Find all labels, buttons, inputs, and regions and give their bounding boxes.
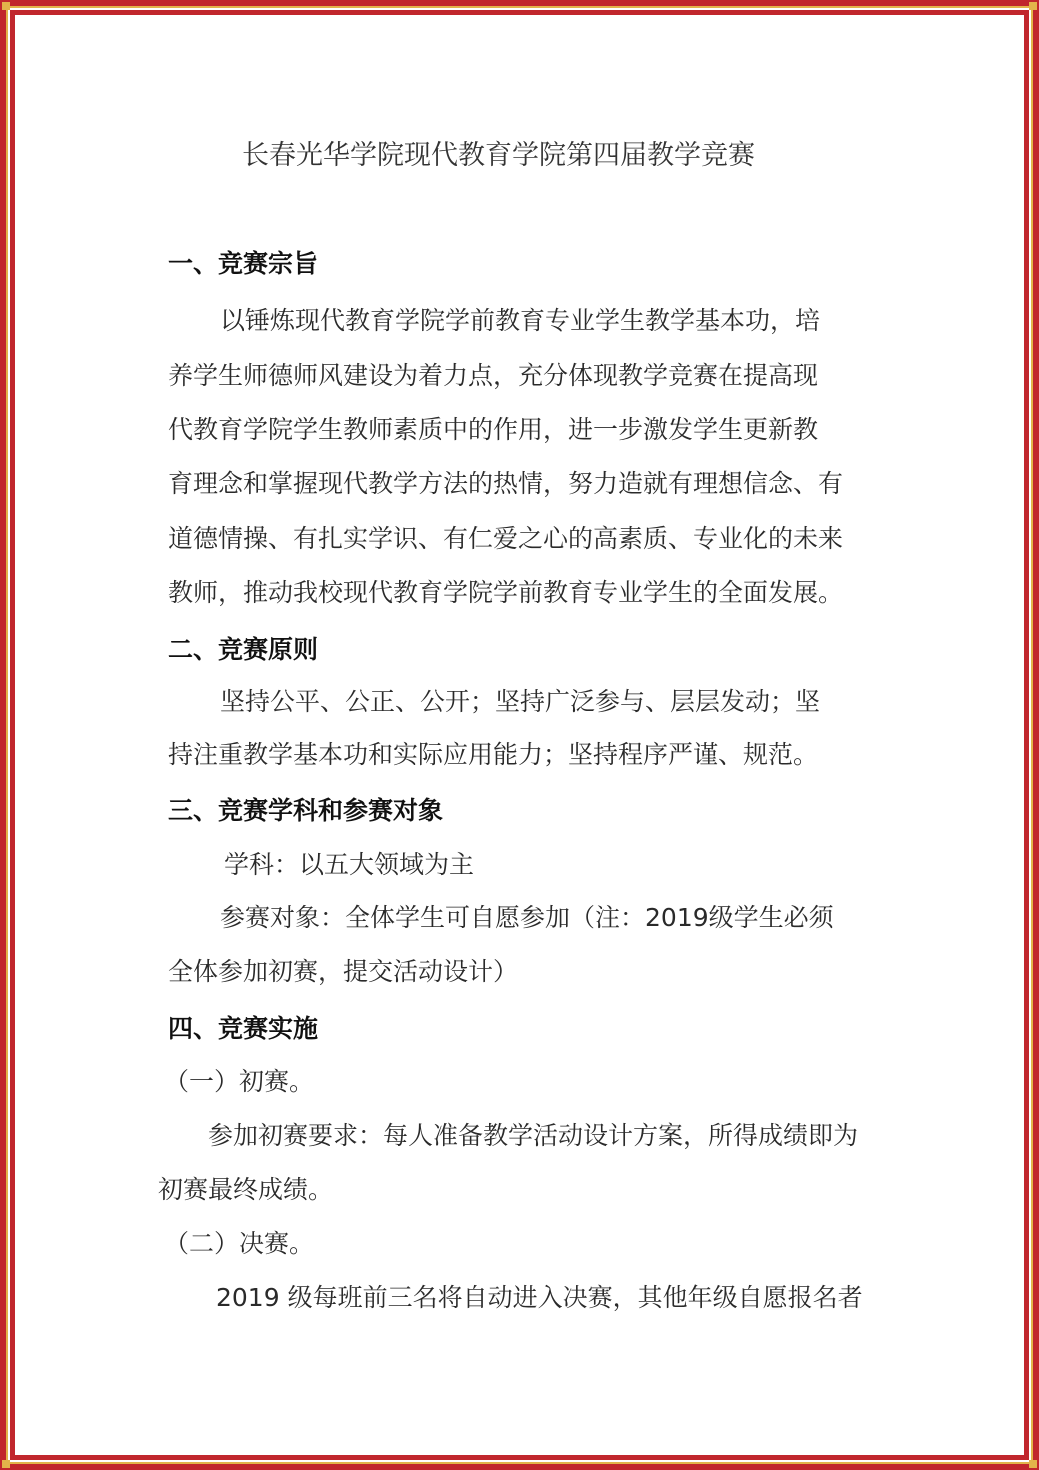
paragraph-line: 养学生师德师风建设为着力点，充分体现教学竞赛在提高现 [168,361,819,390]
paragraph-line: 初赛最终成绩。 [158,1175,334,1204]
paragraph-line: 参赛对象：全体学生可自愿参加（注：2019级学生必须 [220,903,834,932]
paragraph-line: 代教育学院学生教师素质中的作用，进一步激发学生更新教 [168,415,819,444]
section-heading-subjects: 三、竞赛学科和参赛对象 [168,796,444,825]
paragraph-line: 以锤炼现代教育学院学前教育专业学生教学基本功，培 [220,306,821,335]
paragraph-line: 育理念和掌握现代教学方法的热情，努力造就有理想信念、有 [168,469,844,498]
paragraph-line: 参加初赛要求：每人准备教学活动设计方案，所得成绩即为 [208,1121,859,1150]
section-heading-principles: 二、竞赛原则 [168,635,319,664]
paragraph-line: 持注重教学基本功和实际应用能力；坚持程序严谨、规范。 [168,740,819,769]
section-heading-purpose: 一、竞赛宗旨 [168,249,319,278]
paragraph-line: 道德情操、有扎实学识、有仁爱之心的高素质、专业化的未来 [168,524,844,553]
subsection-label: （一）初赛。 [164,1067,315,1096]
section-heading-implementation: 四、竞赛实施 [168,1014,319,1043]
paragraph-line: 坚持公平、公正、公开；坚持广泛参与、层层发动；坚 [220,687,821,716]
corner-ornament [2,1460,10,1468]
paragraph-line: 全体参加初赛，提交活动设计） [168,957,519,986]
subsection-label: （二）决赛。 [164,1229,315,1258]
document-title: 长春光华学院现代教育学院第四届教学竞赛 [242,140,755,171]
paragraph-line: 2019 级每班前三名将自动进入决赛，其他年级自愿报名者 [216,1283,863,1312]
corner-ornament [1029,2,1037,10]
border-frame-inner [10,10,1029,1460]
corner-ornament [1029,1460,1037,1468]
paragraph-line: 学科：以五大领域为主 [224,850,475,879]
paragraph-line: 教师，推动我校现代教育学院学前教育专业学生的全面发展。 [168,578,844,607]
corner-ornament [2,2,10,10]
